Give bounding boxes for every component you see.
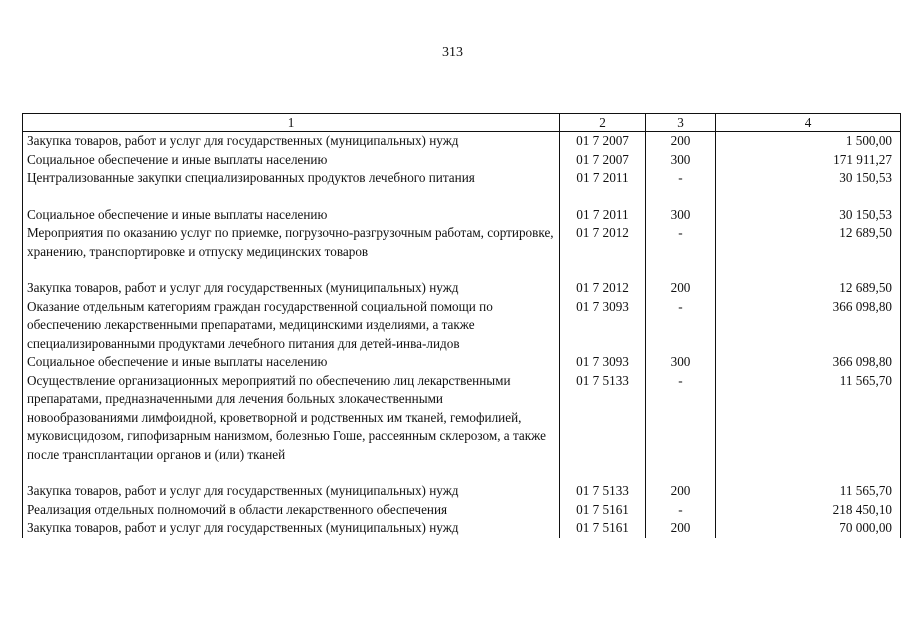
row-name: Оказание отдельным категориям граждан государственной социальной помощи по обеспечению лекарственными препаратами, медицинскими изделиями, а также специализированными продуктами лечебного питания для детей-инва-лидов: [23, 298, 560, 354]
column-header-name: 1: [23, 114, 560, 132]
row-amount: 11 565,70: [716, 372, 901, 483]
table-row: [23, 482, 901, 501]
row-code: 01 7 2007: [560, 132, 646, 151]
table-row: [23, 169, 901, 206]
row-amount: 30 150,53: [716, 206, 901, 225]
row-code: 01 7 3093: [560, 298, 646, 354]
row-name: Закупка товаров, работ и услуг для государственных (муниципальных) нужд: [23, 482, 560, 501]
row-amount: 12 689,50: [716, 279, 901, 298]
row-code: 01 7 2011: [560, 206, 646, 225]
column-header-amount: 4: [716, 114, 901, 132]
table-header-row: [23, 114, 901, 132]
table-row: [23, 206, 901, 225]
row-code: 01 7 2012: [560, 279, 646, 298]
row-amount: 12 689,50: [716, 224, 901, 279]
row-type: 300: [646, 151, 716, 170]
row-type: 200: [646, 132, 716, 151]
row-code: 01 7 5161: [560, 519, 646, 538]
column-header-code: 2: [560, 114, 646, 132]
row-amount: 218 450,10: [716, 501, 901, 520]
table-row: [23, 353, 901, 372]
row-type: -: [646, 224, 716, 279]
row-amount: 171 911,27: [716, 151, 901, 170]
row-type: -: [646, 298, 716, 354]
row-amount: 30 150,53: [716, 169, 901, 206]
row-type: -: [646, 372, 716, 483]
row-type: 300: [646, 353, 716, 372]
table-row: [23, 298, 901, 354]
table-row: [23, 224, 901, 279]
row-type: -: [646, 169, 716, 206]
table-row: [23, 132, 901, 151]
row-name: Закупка товаров, работ и услуг для государственных (муниципальных) нужд: [23, 279, 560, 298]
row-name: Закупка товаров, работ и услуг для государственных (муниципальных) нужд: [23, 132, 560, 151]
row-name: Закупка товаров, работ и услуг для государственных (муниципальных) нужд: [23, 519, 560, 538]
budget-table: [22, 113, 901, 538]
table-row: [23, 501, 901, 520]
row-code: 01 7 5133: [560, 482, 646, 501]
row-type: -: [646, 501, 716, 520]
table-row: [23, 279, 901, 298]
row-type: 200: [646, 279, 716, 298]
row-amount: 366 098,80: [716, 298, 901, 354]
row-name: Социальное обеспечение и иные выплаты населению: [23, 353, 560, 372]
row-code: 01 7 2011: [560, 169, 646, 206]
page-number: 313: [442, 45, 463, 60]
row-type: 200: [646, 482, 716, 501]
row-type: 200: [646, 519, 716, 538]
row-amount: 366 098,80: [716, 353, 901, 372]
table-row: [23, 519, 901, 538]
column-header-type: 3: [646, 114, 716, 132]
row-code: 01 7 3093: [560, 353, 646, 372]
row-amount: 11 565,70: [716, 482, 901, 501]
row-name: Социальное обеспечение и иные выплаты населению: [23, 151, 560, 170]
row-amount: 70 000,00: [716, 519, 901, 538]
row-amount: 1 500,00: [716, 132, 901, 151]
row-name: Централизованные закупки специализированных продуктов лечебного питания: [23, 169, 560, 206]
row-name: Реализация отдельных полномочий в области лекарственного обеспечения: [23, 501, 560, 520]
row-name: Осуществление организационных мероприятий по обеспечению лиц лекарственными препаратами, предназначенными для лечения больных злокачественными новообразованиями лимфоидной, кроветворной и родственных им тканей, гемофилией, муковисцидозом, гипофизарным нанизмом, болезнью Гоше, рассеянным склерозом, а также после трансплантации органов и (или) тканей: [23, 372, 560, 483]
row-type: 300: [646, 206, 716, 225]
row-code: 01 7 5133: [560, 372, 646, 483]
table-row: [23, 372, 901, 483]
row-name: Мероприятия по оказанию услуг по приемке, погрузочно-разгрузочным работам, сортировке, хранению, транспортировке и отпуску медицинских товаров: [23, 224, 560, 279]
row-code: 01 7 2012: [560, 224, 646, 279]
table-row: [23, 151, 901, 170]
row-code: 01 7 2007: [560, 151, 646, 170]
row-name: Социальное обеспечение и иные выплаты населению: [23, 206, 560, 225]
row-code: 01 7 5161: [560, 501, 646, 520]
